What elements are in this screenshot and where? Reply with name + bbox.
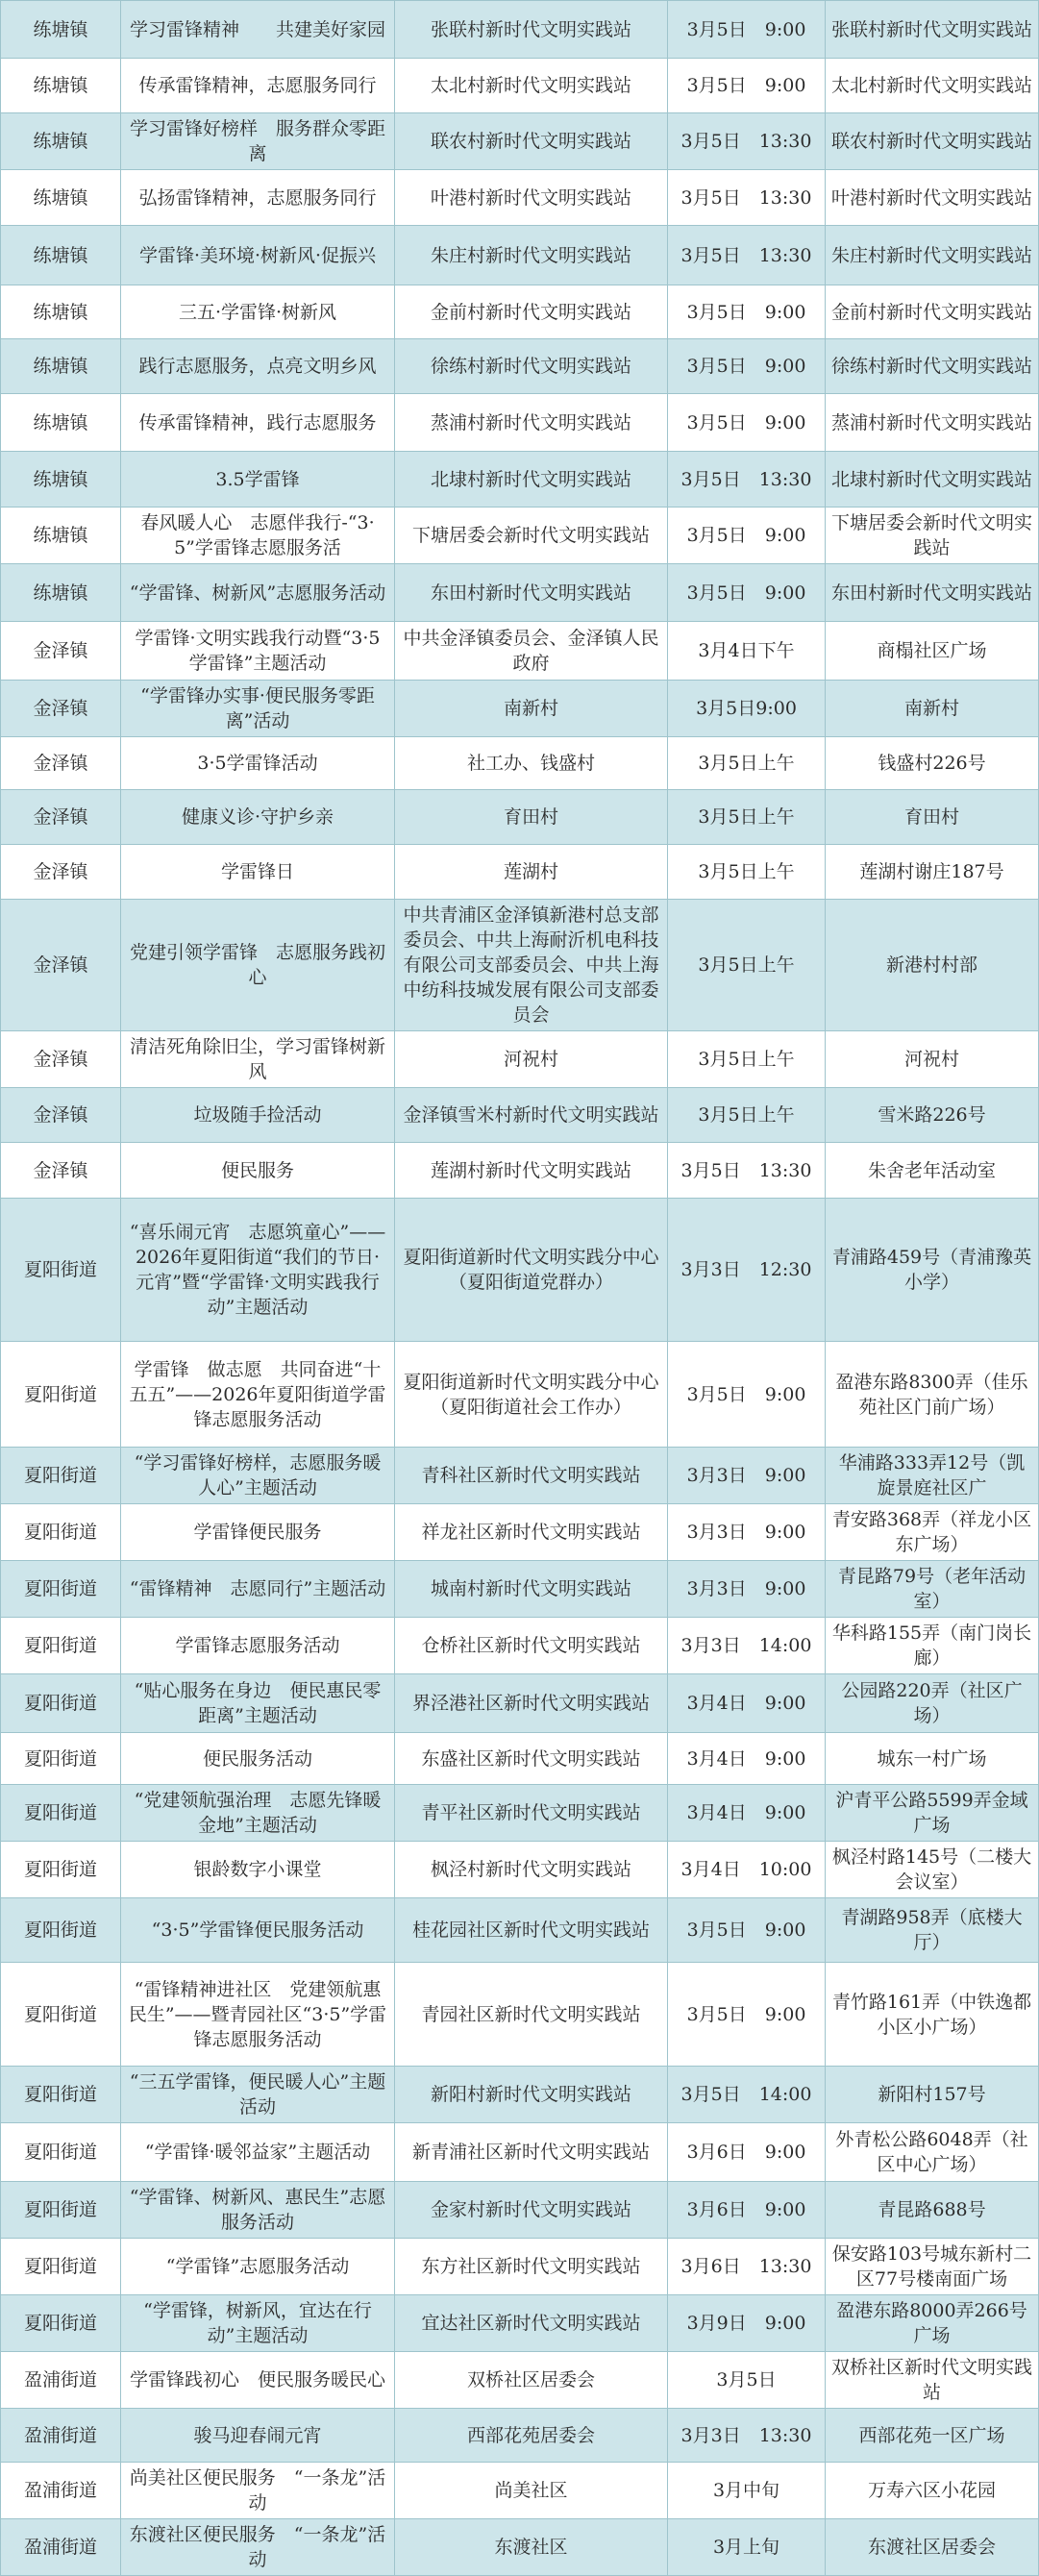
date-cell: 3月5日 9:00 — [668, 1963, 826, 2067]
activity-cell: “学雷锋”志愿服务活动 — [121, 2239, 395, 2295]
activity-cell: “三五学雷锋，便民暖人心”主题活动 — [121, 2067, 395, 2123]
venue-cell: 金家村新时代文明实践站 — [395, 2182, 668, 2239]
venue-cell: 夏阳街道新时代文明实践分中心（夏阳街道社会工作办） — [395, 1342, 668, 1448]
location-cell: 张联村新时代文明实践站 — [826, 1, 1039, 59]
venue-cell: 青园社区新时代文明实践站 — [395, 1963, 668, 2067]
date-cell: 3月上旬 — [668, 2519, 826, 2576]
table-row — [1, 2182, 1039, 2239]
town-cell: 盈浦街道 — [1, 2352, 121, 2409]
town-cell: 练塘镇 — [1, 394, 121, 452]
venue-cell: 新青浦社区新时代文明实践站 — [395, 2123, 668, 2182]
venue-cell: 桂花园社区新时代文明实践站 — [395, 1898, 668, 1963]
town-cell: 夏阳街道 — [1, 1898, 121, 1963]
venue-cell: 新阳村新时代文明实践站 — [395, 2067, 668, 2123]
location-cell: 华浦路333弄12号（凯旋景庭社区广 — [826, 1448, 1039, 1504]
table-row — [1, 1504, 1039, 1561]
activity-cell: “学雷锋、树新风、惠民生”志愿服务活动 — [121, 2182, 395, 2239]
date-cell: 3月3日 9:00 — [668, 1561, 826, 1618]
venue-cell: 界泾港社区新时代文明实践站 — [395, 1674, 668, 1733]
activity-cell: “喜乐闹元宵 志愿筑童心”——2026年夏阳街道“我们的节日·元宵”暨“学雷锋·文明实践我行动”主题活动 — [121, 1199, 395, 1342]
table-row — [1, 1618, 1039, 1674]
activity-cell: “学雷锋、树新风”志愿服务活动 — [121, 564, 395, 622]
table-row — [1, 1842, 1039, 1898]
town-cell: 夏阳街道 — [1, 2182, 121, 2239]
table-row — [1, 1199, 1039, 1342]
location-cell: 华科路155弄（南门岗长廊） — [826, 1618, 1039, 1674]
activity-cell: “学雷锋办实事·便民服务零距离”活动 — [121, 681, 395, 737]
activity-cell: “雷锋精神进社区 党建领航惠民生”——暨青园社区“3·5”学雷锋志愿服务活动 — [121, 1963, 395, 2067]
date-cell: 3月3日 13:30 — [668, 2409, 826, 2463]
activity-cell: 骏马迎春闹元宵 — [121, 2409, 395, 2463]
activity-cell: 三五·学雷锋·树新风 — [121, 285, 395, 339]
venue-cell: 联农村新时代文明实践站 — [395, 113, 668, 170]
venue-cell: 北埭村新时代文明实践站 — [395, 452, 668, 508]
date-cell: 3月5日 9:00 — [668, 1, 826, 59]
town-cell: 夏阳街道 — [1, 1504, 121, 1561]
table-row — [1, 2463, 1039, 2519]
venue-cell: 青平社区新时代文明实践站 — [395, 1785, 668, 1842]
venue-cell: 东田村新时代文明实践站 — [395, 564, 668, 622]
table-row — [1, 1088, 1039, 1143]
town-cell: 金泽镇 — [1, 845, 121, 900]
date-cell: 3月6日 9:00 — [668, 2182, 826, 2239]
town-cell: 盈浦街道 — [1, 2463, 121, 2519]
venue-cell: 东盛社区新时代文明实践站 — [395, 1733, 668, 1785]
venue-cell: 育田村 — [395, 790, 668, 845]
table-row — [1, 1963, 1039, 2067]
venue-cell: 太北村新时代文明实践站 — [395, 59, 668, 113]
town-cell: 夏阳街道 — [1, 1342, 121, 1448]
town-cell: 夏阳街道 — [1, 1618, 121, 1674]
date-cell: 3月5日上午 — [668, 1031, 826, 1088]
activity-cell: 健康义诊·守护乡亲 — [121, 790, 395, 845]
date-cell: 3月5日 13:30 — [668, 113, 826, 170]
venue-cell: 蒸浦村新时代文明实践站 — [395, 394, 668, 452]
table-row — [1, 2519, 1039, 2576]
table-row — [1, 900, 1039, 1031]
table-row — [1, 845, 1039, 900]
activity-cell: “雷锋精神 志愿同行”主题活动 — [121, 1561, 395, 1618]
location-cell: 东渡社区居委会 — [826, 2519, 1039, 2576]
venue-cell: 东渡社区 — [395, 2519, 668, 2576]
date-cell: 3月5日 9:00 — [668, 394, 826, 452]
activity-cell: 学习雷锋精神 共建美好家园 — [121, 1, 395, 59]
date-cell: 3月5日 14:00 — [668, 2067, 826, 2123]
town-cell: 夏阳街道 — [1, 1561, 121, 1618]
location-cell: 下塘居委会新时代文明实践站 — [826, 508, 1039, 564]
activity-cell: 弘扬雷锋精神，志愿服务同行 — [121, 170, 395, 226]
table-row — [1, 2352, 1039, 2409]
town-cell: 练塘镇 — [1, 226, 121, 285]
date-cell: 3月4日 9:00 — [668, 1733, 826, 1785]
location-cell: 金前村新时代文明实践站 — [826, 285, 1039, 339]
date-cell: 3月3日 9:00 — [668, 1448, 826, 1504]
activity-cell: 学雷锋践初心 便民服务暖民心 — [121, 2352, 395, 2409]
town-cell: 夏阳街道 — [1, 1448, 121, 1504]
town-cell: 金泽镇 — [1, 1143, 121, 1199]
date-cell: 3月5日 9:00 — [668, 1898, 826, 1963]
venue-cell: 双桥社区居委会 — [395, 2352, 668, 2409]
date-cell: 3月5日 9:00 — [668, 285, 826, 339]
date-cell: 3月5日上午 — [668, 845, 826, 900]
venue-cell: 金泽镇雪米村新时代文明实践站 — [395, 1088, 668, 1143]
location-cell: 青浦路459号（青浦豫英小学） — [826, 1199, 1039, 1342]
location-cell: 东田村新时代文明实践站 — [826, 564, 1039, 622]
table-row — [1, 564, 1039, 622]
location-cell: 联农村新时代文明实践站 — [826, 113, 1039, 170]
activity-cell: 学雷锋·文明实践我行动暨“3·5学雷锋”主题活动 — [121, 622, 395, 681]
date-cell: 3月中旬 — [668, 2463, 826, 2519]
location-cell: 盈港东路8300弄（佳乐苑社区门前广场） — [826, 1342, 1039, 1448]
location-cell: 城东一村广场 — [826, 1733, 1039, 1785]
location-cell: 太北村新时代文明实践站 — [826, 59, 1039, 113]
location-cell: 莲湖村谢庄187号 — [826, 845, 1039, 900]
table-row — [1, 59, 1039, 113]
venue-cell: 莲湖村 — [395, 845, 668, 900]
date-cell: 3月5日上午 — [668, 900, 826, 1031]
location-cell: 北埭村新时代文明实践站 — [826, 452, 1039, 508]
town-cell: 夏阳街道 — [1, 1733, 121, 1785]
date-cell: 3月5日 13:30 — [668, 226, 826, 285]
town-cell: 金泽镇 — [1, 900, 121, 1031]
date-cell: 3月9日 9:00 — [668, 2295, 826, 2352]
date-cell: 3月4日下午 — [668, 622, 826, 681]
date-cell: 3月5日上午 — [668, 737, 826, 790]
location-cell: 青湖路958弄（底楼大厅） — [826, 1898, 1039, 1963]
venue-cell: 青科社区新时代文明实践站 — [395, 1448, 668, 1504]
date-cell: 3月5日 — [668, 2352, 826, 2409]
location-cell: 朱庄村新时代文明实践站 — [826, 226, 1039, 285]
date-cell: 3月5日上午 — [668, 790, 826, 845]
date-cell: 3月6日 13:30 — [668, 2239, 826, 2295]
date-cell: 3月3日 14:00 — [668, 1618, 826, 1674]
location-cell: 河祝村 — [826, 1031, 1039, 1088]
location-cell: 外青松公路6048弄（社区中心广场） — [826, 2123, 1039, 2182]
location-cell: 南新村 — [826, 681, 1039, 737]
location-cell: 青昆路688号 — [826, 2182, 1039, 2239]
venue-cell: 东方社区新时代文明实践站 — [395, 2239, 668, 2295]
venue-cell: 下塘居委会新时代文明实践站 — [395, 508, 668, 564]
venue-cell: 枫泾村新时代文明实践站 — [395, 1842, 668, 1898]
town-cell: 练塘镇 — [1, 508, 121, 564]
venue-cell: 祥龙社区新时代文明实践站 — [395, 1504, 668, 1561]
activity-cell: 学雷锋便民服务 — [121, 1504, 395, 1561]
town-cell: 金泽镇 — [1, 1031, 121, 1088]
venue-cell: 西部花苑居委会 — [395, 2409, 668, 2463]
town-cell: 金泽镇 — [1, 622, 121, 681]
venue-cell: 尚美社区 — [395, 2463, 668, 2519]
activity-cell: 清洁死角除旧尘，学习雷锋树新风 — [121, 1031, 395, 1088]
activity-cell: 党建引领学雷锋 志愿服务践初心 — [121, 900, 395, 1031]
town-cell: 练塘镇 — [1, 1, 121, 59]
table-row — [1, 622, 1039, 681]
location-cell: 青竹路161弄（中铁逸都小区小广场） — [826, 1963, 1039, 2067]
activity-cell: 学雷锋·美环境·树新风·促振兴 — [121, 226, 395, 285]
activity-cell: “党建领航强治理 志愿先锋暖金地”主题活动 — [121, 1785, 395, 1842]
table-row — [1, 1342, 1039, 1448]
table-row — [1, 285, 1039, 339]
venue-cell: 叶港村新时代文明实践站 — [395, 170, 668, 226]
date-cell: 3月5日 9:00 — [668, 339, 826, 394]
table-row — [1, 1785, 1039, 1842]
table-row — [1, 1898, 1039, 1963]
table-row — [1, 1143, 1039, 1199]
date-cell: 3月4日 10:00 — [668, 1842, 826, 1898]
activity-cell: 银龄数字小课堂 — [121, 1842, 395, 1898]
venue-cell: 南新村 — [395, 681, 668, 737]
location-cell: 公园路220弄（社区广场） — [826, 1674, 1039, 1733]
venue-cell: 金前村新时代文明实践站 — [395, 285, 668, 339]
date-cell: 3月4日 9:00 — [668, 1674, 826, 1733]
venue-cell: 莲湖村新时代文明实践站 — [395, 1143, 668, 1199]
location-cell: 青昆路79号（老年活动室） — [826, 1561, 1039, 1618]
activity-cell: 学雷锋 做志愿 共同奋进“十五五”——2026年夏阳街道学雷锋志愿服务活动 — [121, 1342, 395, 1448]
date-cell: 3月5日 9:00 — [668, 508, 826, 564]
venue-cell: 张联村新时代文明实践站 — [395, 1, 668, 59]
activity-cell: 春风暖人心 志愿伴我行-“3·5”学雷锋志愿服务活 — [121, 508, 395, 564]
activity-cell: “贴心服务在身边 便民惠民零距离”主题活动 — [121, 1674, 395, 1733]
table-row — [1, 170, 1039, 226]
location-cell: 盈港东路8000弄266号广场 — [826, 2295, 1039, 2352]
town-cell: 夏阳街道 — [1, 1963, 121, 2067]
date-cell: 3月5日 9:00 — [668, 59, 826, 113]
venue-cell: 中共青浦区金泽镇新港村总支部委员会、中共上海耐沂机电科技有限公司支部委员会、中共上海中纺科技城发展有限公司支部委员会 — [395, 900, 668, 1031]
location-cell: 西部花苑一区广场 — [826, 2409, 1039, 2463]
table-row — [1, 339, 1039, 394]
activity-cell: “学雷锋，树新风，宜达在行动”主题活动 — [121, 2295, 395, 2352]
activity-cell: 传承雷锋精神，志愿服务同行 — [121, 59, 395, 113]
town-cell: 练塘镇 — [1, 59, 121, 113]
table-row — [1, 1, 1039, 59]
town-cell: 金泽镇 — [1, 737, 121, 790]
table-row — [1, 790, 1039, 845]
activity-cell: “3·5”学雷锋便民服务活动 — [121, 1898, 395, 1963]
town-cell: 练塘镇 — [1, 113, 121, 170]
date-cell: 3月5日9:00 — [668, 681, 826, 737]
location-cell: 新港村村部 — [826, 900, 1039, 1031]
activity-cell: 学雷锋日 — [121, 845, 395, 900]
venue-cell: 城南村新时代文明实践站 — [395, 1561, 668, 1618]
town-cell: 练塘镇 — [1, 452, 121, 508]
date-cell: 3月4日 9:00 — [668, 1785, 826, 1842]
location-cell: 保安路103号城东新村二区77号楼南面广场 — [826, 2239, 1039, 2295]
town-cell: 夏阳街道 — [1, 2239, 121, 2295]
venue-cell: 社工办、钱盛村 — [395, 737, 668, 790]
activity-cell: 尚美社区便民服务 “一条龙”活动 — [121, 2463, 395, 2519]
location-cell: 青安路368弄（祥龙小区东广场） — [826, 1504, 1039, 1561]
location-cell: 万寿六区小花园 — [826, 2463, 1039, 2519]
table-row — [1, 508, 1039, 564]
table-row — [1, 1031, 1039, 1088]
date-cell: 3月5日 13:30 — [668, 1143, 826, 1199]
activity-cell: 东渡社区便民服务 “一条龙”活动 — [121, 2519, 395, 2576]
town-cell: 夏阳街道 — [1, 1785, 121, 1842]
date-cell: 3月6日 9:00 — [668, 2123, 826, 2182]
town-cell: 夏阳街道 — [1, 1842, 121, 1898]
town-cell: 练塘镇 — [1, 285, 121, 339]
location-cell: 新阳村157号 — [826, 2067, 1039, 2123]
activity-cell: “学雷锋·暖邻益家”主题活动 — [121, 2123, 395, 2182]
location-cell: 双桥社区新时代文明实践站 — [826, 2352, 1039, 2409]
table-row — [1, 2295, 1039, 2352]
activity-cell: 垃圾随手捡活动 — [121, 1088, 395, 1143]
location-cell: 雪米路226号 — [826, 1088, 1039, 1143]
location-cell: 蒸浦村新时代文明实践站 — [826, 394, 1039, 452]
table-row — [1, 2123, 1039, 2182]
venue-cell: 宜达社区新时代文明实践站 — [395, 2295, 668, 2352]
table-row — [1, 2239, 1039, 2295]
town-cell: 盈浦街道 — [1, 2409, 121, 2463]
date-cell: 3月5日上午 — [668, 1088, 826, 1143]
activity-cell: 便民服务 — [121, 1143, 395, 1199]
venue-cell: 朱庄村新时代文明实践站 — [395, 226, 668, 285]
table-row — [1, 226, 1039, 285]
location-cell: 育田村 — [826, 790, 1039, 845]
activity-cell: 3·5学雷锋活动 — [121, 737, 395, 790]
activity-cell: 学习雷锋好榜样 服务群众零距离 — [121, 113, 395, 170]
location-cell: 枫泾村路145号（二楼大会议室） — [826, 1842, 1039, 1898]
town-cell: 练塘镇 — [1, 339, 121, 394]
town-cell: 金泽镇 — [1, 790, 121, 845]
town-cell: 夏阳街道 — [1, 2067, 121, 2123]
activity-cell: 3.5学雷锋 — [121, 452, 395, 508]
town-cell: 金泽镇 — [1, 1088, 121, 1143]
activity-cell: 传承雷锋精神，践行志愿服务 — [121, 394, 395, 452]
table-row — [1, 1674, 1039, 1733]
location-cell: 朱舍老年活动室 — [826, 1143, 1039, 1199]
date-cell: 3月5日 13:30 — [668, 452, 826, 508]
town-cell: 练塘镇 — [1, 564, 121, 622]
location-cell: 钱盛村226号 — [826, 737, 1039, 790]
venue-cell: 河祝村 — [395, 1031, 668, 1088]
venue-cell: 仓桥社区新时代文明实践站 — [395, 1618, 668, 1674]
venue-cell: 中共金泽镇委员会、金泽镇人民政府 — [395, 622, 668, 681]
table-row — [1, 1733, 1039, 1785]
location-cell: 叶港村新时代文明实践站 — [826, 170, 1039, 226]
venue-cell: 夏阳街道新时代文明实践分中心（夏阳街道党群办） — [395, 1199, 668, 1342]
table-row — [1, 1448, 1039, 1504]
town-cell: 练塘镇 — [1, 170, 121, 226]
table-row — [1, 452, 1039, 508]
town-cell: 夏阳街道 — [1, 2123, 121, 2182]
town-cell: 金泽镇 — [1, 681, 121, 737]
activity-cell: 便民服务活动 — [121, 1733, 395, 1785]
date-cell: 3月3日 12:30 — [668, 1199, 826, 1342]
town-cell: 夏阳街道 — [1, 1674, 121, 1733]
town-cell: 夏阳街道 — [1, 1199, 121, 1342]
date-cell: 3月5日 13:30 — [668, 170, 826, 226]
town-cell: 盈浦街道 — [1, 2519, 121, 2576]
town-cell: 夏阳街道 — [1, 2295, 121, 2352]
table-row — [1, 2067, 1039, 2123]
activity-cell: “学习雷锋好榜样，志愿服务暖人心”主题活动 — [121, 1448, 395, 1504]
activity-cell: 践行志愿服务，点亮文明乡风 — [121, 339, 395, 394]
table-row — [1, 2409, 1039, 2463]
table-row — [1, 681, 1039, 737]
location-cell: 徐练村新时代文明实践站 — [826, 339, 1039, 394]
table-row — [1, 737, 1039, 790]
table-row — [1, 1561, 1039, 1618]
location-cell: 沪青平公路5599弄金域广场 — [826, 1785, 1039, 1842]
table-row — [1, 113, 1039, 170]
table-row — [1, 394, 1039, 452]
activity-cell: 学雷锋志愿服务活动 — [121, 1618, 395, 1674]
event-rows — [1, 1, 1039, 2576]
date-cell: 3月3日 9:00 — [668, 1504, 826, 1561]
location-cell: 商榻社区广场 — [826, 622, 1039, 681]
date-cell: 3月5日 9:00 — [668, 564, 826, 622]
venue-cell: 徐练村新时代文明实践站 — [395, 339, 668, 394]
date-cell: 3月5日 9:00 — [668, 1342, 826, 1448]
